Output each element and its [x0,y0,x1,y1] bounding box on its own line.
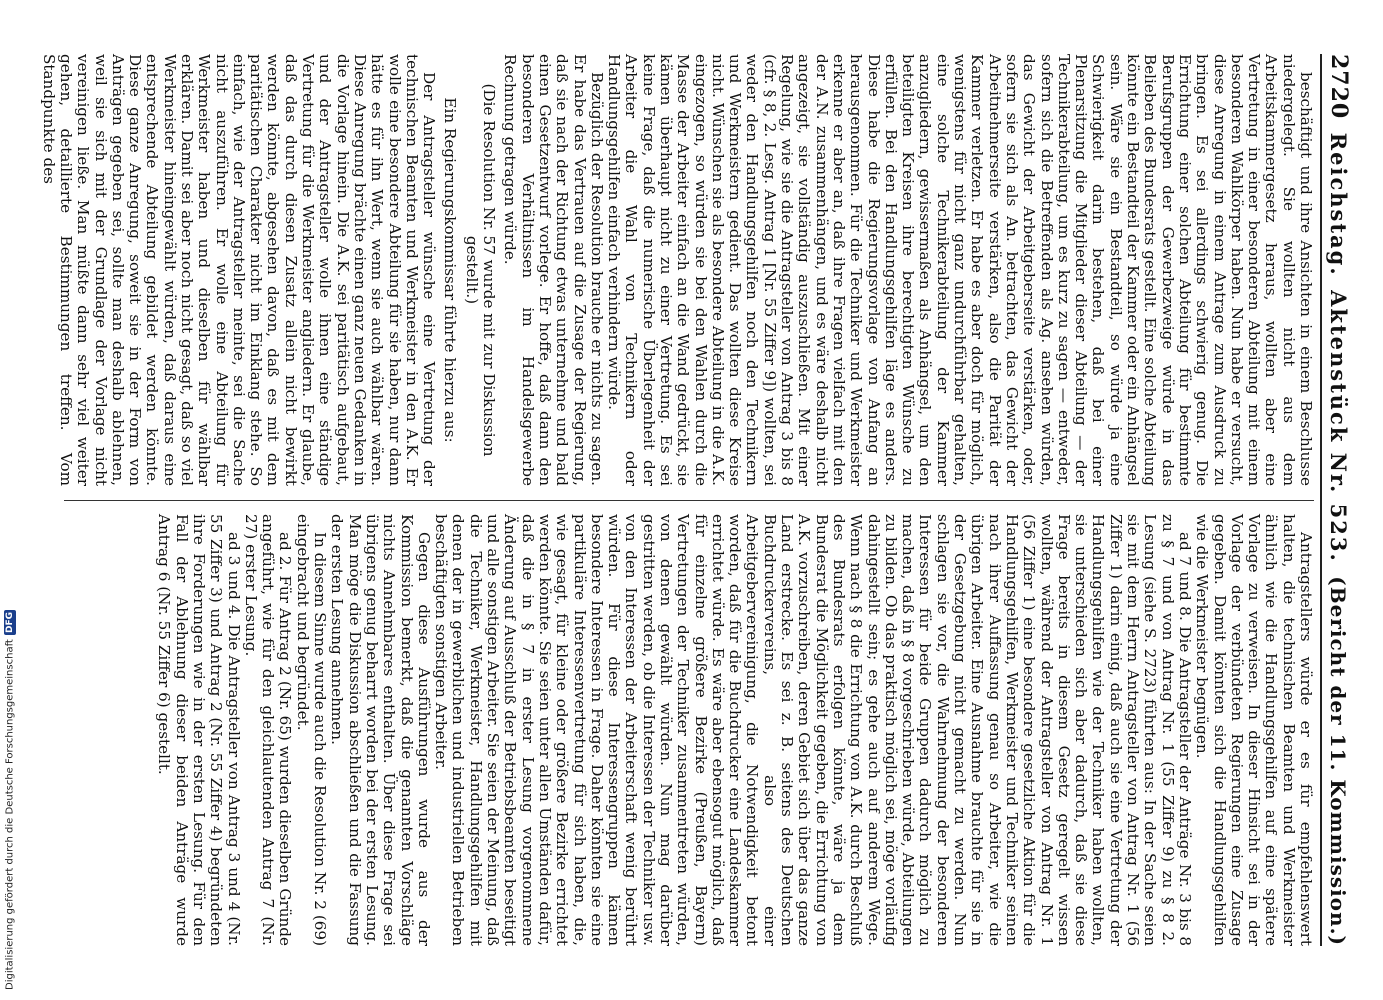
paragraph: ad 3 und 4. Die Antragsteller von Antrag 3 und 4 (Nr. 55 Ziffer 3) und Antrag 2 (Nr. 55 Ziffer 4) begründeten ihre Forderungen wie in der ersten Lesung. Für den Fall der Ablehnung dieser beiden Anträge wurde Antrag 6 (Nr. 55 Ziffer 6) gestellt. [155,514,243,946]
column-divider [64,500,1314,501]
header-document: Aktenstück Nr. 523. [1326,290,1351,563]
paragraph: Bezüglich der Resolution brauche er nichts zu sagen. Er habe das Vertrauen auf die Zusage der Regierung, daß sie nach der Richtung etwas unternehme und bald einen Gesetzentwurf vorlege. Er hoffe, daß dann den besonderen Verhältnissen im Handelsgewerbe Rechnung getragen würde. [501,54,606,486]
paragraph: beschäftigt und ihre Ansichten in einem Beschlusse niedergelegt. Sie wollten nicht aus dem Arbeitskammergesetz heraus, wollten aber eine Vertretung in einer besonderen Abteilung mit einem besonderen Wahlkörper haben. Nun habe er versucht, diese Anregung in einem Antrage zum Ausdruck zu bringen. Es sei allerdings schwierig genug. Die Errichtung einer solchen Abteilung für bestimmte Berufsgruppen der Gewerbezweige würde in das Belieben des Bundesrats gestellt. Eine solche Abteilung könnte ein Bestandteil der Kammer oder ein Anhängsel sein. Wäre sie ein Bestandteil, so würde ja eine Schwierigkeit darin bestehen, daß bei einer Plenarsitzung die Mitglieder dieser Abteilung — der Technikerabteilung, um es kurz zu sagen — entweder, sofern sich die Betreffenden als Ag. ansehen würden, das Gewicht der Arbeitgeberseite verstärken, oder, sofern sie sich als An. betrachten, das Gewicht der Arbeitnehmerseite verstärken, also die Parität der Kammer verletzen. Er habe es aber doch für möglich, wenigstens für nicht ganz undurchführbar gehalten, eine solche Technikerabteilung der Kammer anzugliedern, gewissermaßen als Anhängsel, um den beteiligten Kreisen ihre berechtigten Wünsche zu erfüllen. Bei den Handlungsgehilfen läge es anders. Diese habe die Regierungsvorlage von Anfang an herausgenommen. Für die Techniker und Werkmeister erkenne er aber an, daß ihre Fragen vielfach mit den der A.N. zusammenhängen, und es wäre deshalb nicht angezeigt, sie vollständig auszuschließen. Mit einer Regelung, wie sie die Antragsteller von Antrag 3 bis 8 (cfr. § 8, 2. Lesg. Antrag 1 [Nr. 55 Ziffer 9]) wollten, sei weder den Handlungsgehilfen noch den Technikern und Werkmeistern gedient. Das wollten diese Kreise nicht. Wünschen sie als besondere Abteilung in die A.K. eingezogen, so würden sie bei den Wahlen durch die Masse der Arbeiter einfach an die Wand gedrückt, sie kämen überhaupt nicht zu einer Vertretung. Es sei keine Frage, daß die numerische Überlegenheit der Arbeiter die Wahl von Technikern oder Handlungsgehilfen einfach verhindern würde. [605,54,1315,486]
left-column [39,54,1315,486]
digitization-credit [2,600,18,990]
rotated-page [36,40,1366,960]
paragraph: (Die Resolution Nr. 57 wurde mit zur Diskussion gestellt.) [462,83,499,457]
paragraph: Antragstellers würde er es für empfehlenswert halten, die technischen Beamten und Werkmeister ähnlich wie die Handlungsgehilfen auf eine spätere Vorlage zu verweisen. In dieser Hinsicht sei in der Vorlage der verbündeten Regierungen eine Zusage gegeben. Damit könnten sich die Handlungsgehilfen wie die Werkmeister begnügen. [1193,514,1315,946]
paragraph: ad 2. Für Antrag 2 (Nr. 65) wurden dieselben Gründe angeführt, wie für den gleichlautenden Antrag 7 (Nr. 27) erster Lesung. [241,514,295,946]
right-column [64,514,1314,946]
text-columns [39,54,1315,946]
header-title: Reichstag. [1326,132,1351,277]
credit-text: Digitalisierung gefördert durch die Deutsche Forschungsgemeinschaft [4,639,16,990]
header-subtitle: (Bericht der 11. Kommission.) [1326,576,1350,946]
page-number: 2720 [1326,54,1352,120]
dfg-logo: DFG [5,612,15,634]
paragraph: ad 7 und 8. Die Antragsteller der Anträge Nr. 3 bis 8 zu § 7 und von Antrag Nr. 1 (55 Ziffer 9) zu § 8 2. Lesung (siehe S. 2723) führten aus: In der Sache seien sie mit dem Herrn Antragsteller von Antrag Nr. 1 (56 Ziffer 1) darin einig, daß auch sie eine Vertretung der Handlungsgehilfen wie der Techniker haben wollten, sie unterschieden sich aber dadurch, daß sie diese Frage bereits in diesem Gesetz geregelt wissen wollten, während der Antragsteller von Antrag Nr. 1 (56 Ziffer 1) eine besondere gesetzliche Aktion für die Handlungsgehilfen, Werkmeister und Techniker seinen nach ihrer Auffassung genau so Arbeiter, wie die übrigen Arbeiter. Eine Ausnahme brauchte für sie in der Gesetzgebung nicht gemacht zu werden. Nun schlagen sie vor, die Wahrnehmung der besonderen Interessen für beide Gruppen dadurch möglich zu machen, daß in § 8 vorgeschrieben würde, Abteilungen zu bilden. Ob das praktisch möglich sei, möge vorläufig dahingestellt sein; es gehe auch auf anderem Wege. Wenn nach § 8 die Errichtung von A.K. durch Beschluß des Bundesrats erfolgen könnte, wäre ja dem Bundesrat die Möglichkeit gegeben, die Errichtung von A.K. vorzuschreiben, deren Gebiet sich über das ganze Land erstrecke. Es sei z. B. seitens des Deutschen Buchdruckervereins, also einer Arbeitgebervereinigung, die Notwendigkeit betont worden, daß für die Buchdrucker eine Landeskammer errichtet würde. Es wäre aber ebensogut möglich, daß für einzelne größere Bezirke (Preußen, Bayern) Vertretungen der Techniker zusammentreten würden, von denen gewählt würden. Nun mag darüber gestritten werden, ob die Interessen der Techniker usw. von den Interessen der Arbeiterschaft wenig berührt würden. Für diese Interessengruppen kämen besondere Interessen in Frage. Daher könnten sie eine partikuläre Interessenvertretung für sich haben, die, wie gesagt, für kleine oder größere Bezirke errichtet werden könnte. Sie seien unter allen Umständen dafür, daß die in § 7 in erster Lesung vorgenommene Änderung auf Ausschluß der Betriebsbeamten beseitigt und alle sonstigen Arbeiter. Sie seien der Meinung, daß die Techniker, Werkmeister, Handlungsgehilfen mit denen der in gewerblichen und industriellen Betrieben beschäftigten sonstigen Arbeiter. [432,514,1194,946]
page-header [1320,54,1366,946]
paragraph: Gegen diese Ausführungen wurde aus der Kommission bemerkt, daß die genannten Vorschläge nichts Annehmbares enthalten. Über diese Frage sei übrigens genug beharrt worden bei der ersten Lesung. Man möge die Diskussion abschließen und die Fassung der ersten Lesung annehmen. [328,514,433,946]
paragraph: Ein Regierungskommissar führte hierzu aus: [441,97,460,443]
paragraph: In diesem Sinne wurde auch die Resolution Nr. 2 (69) eingebracht und begründet. [293,514,330,946]
paragraph: Der Antragsteller wünsche eine Vertretung der technischen Beamten und Werkmeister in den A.K. Er wolle eine besondere Abteilung für sie haben, nur dann hätte es für ihn Wert, wenn sie auch wählbar wären. Diese Anregung brächte einen ganz neuen Gedanken in die Vorlage hinein. Die A.K. sei paritätisch aufgebaut, und der Antragsteller wolle ihnen eine ständige Vertretung für die Werkmeister angliedern. Er glaube, daß das durch diesen Zusatz allein nicht bewirkt werden könnte, abgesehen davon, daß es mit dem paritätischen Charakter nicht im Einklang stehe. So einfach, wie der Antragsteller meinte, sei die Sache nicht auszuführen. Er wolle eine Abteilung für Werkmeister haben und dieselben für wählbar erklären. Damit sei aber noch nicht gesagt, daß so viel Werkmeister hineingewählt würden, daß daraus eine entsprechende Abteilung gebildet werden könnte. Diese ganze Anregung, soweit sie in der Form von Anträgen gegeben sei, sollte man deshalb ablehnen, weil sie sich mit der Grundlage der Vorlage nicht vereinigen ließe. Man müßte dann sehr viel weiter gehen, detaillierte Bestimmungen treffen. Vom Standpunkte des [39,54,439,486]
